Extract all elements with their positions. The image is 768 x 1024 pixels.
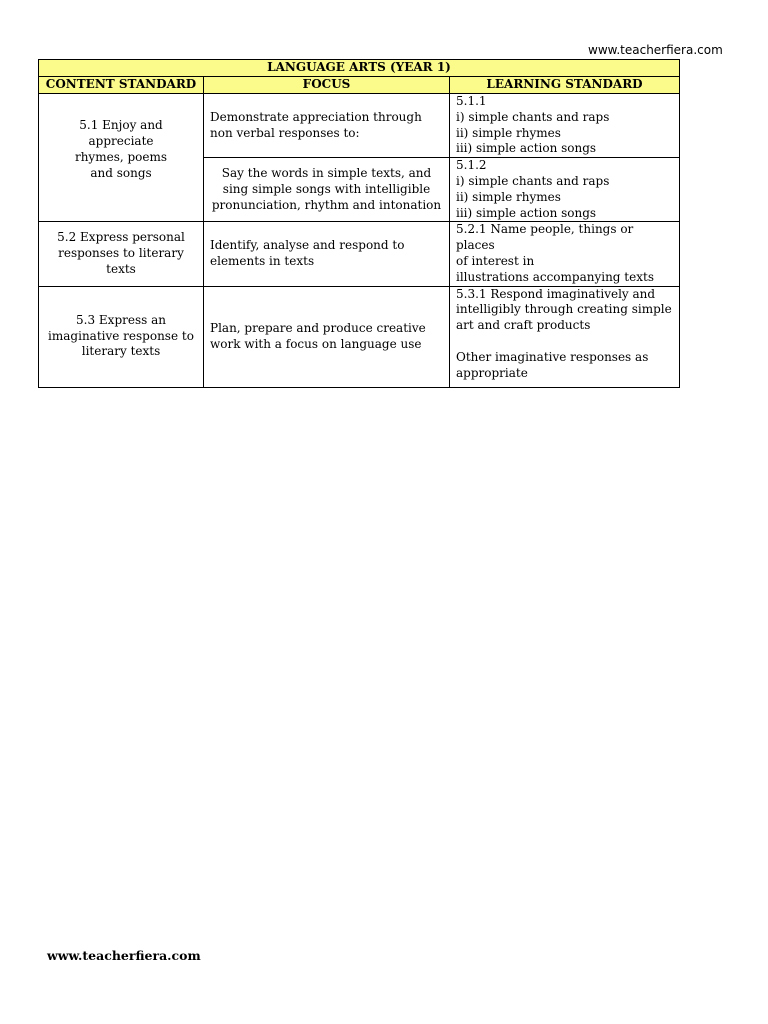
learning-line: 5.1.1 [456,94,487,108]
focus-cell [204,222,450,286]
content-line: imaginative response to [48,328,194,343]
learning-line: illustrations accompanying texts [456,269,654,284]
focus-line: work with a focus on language use [210,336,422,351]
content-line: 5.3 Express an [76,312,166,327]
focus-line: Say the words in simple texts, and [221,166,432,181]
learning-line: 5.3.1 Respond imaginatively and [456,286,656,301]
header-learning-standard: LEARNING STANDARD [450,77,680,94]
focus-line: sing simple songs with intelligible [222,181,431,196]
content-line: 5.1 Enjoy and appreciate [79,118,163,148]
content-line: 5.2 Express personal [57,230,185,245]
table-row [39,222,680,286]
footer-website-url: www.teacherfiera.com [47,948,201,963]
language-arts-table [38,59,680,388]
focus-line: elements in texts [210,253,315,268]
focus-line: Demonstrate appreciation through [210,109,422,124]
header-focus: FOCUS [204,77,450,94]
header-content-standard: CONTENT STANDARD [39,77,204,94]
content-standard-cell [39,94,204,222]
learning-line: of interest in [456,253,535,268]
learning-line: ii) simple rhymes [456,125,561,140]
focus-line: non verbal responses to: [210,125,360,140]
content-standard-cell [39,286,204,387]
learning-standard-cell [450,94,680,158]
focus-line: Plan, prepare and produce creative [210,320,426,335]
learning-line: art and craft products [456,318,591,333]
table-row [39,286,680,387]
content-standard-cell [39,222,204,286]
content-line: literary texts [81,344,161,359]
learning-line: Other imaginative responses as [456,349,649,364]
focus-line: Identify, analyse and respond to [210,238,405,253]
table-title-row [39,60,680,77]
focus-cell [204,158,450,222]
learning-line: 5.1.2 [456,158,487,173]
content-line: rhymes, poems [74,149,168,164]
content-line: responses to literary [58,246,184,261]
content-line: and songs [90,165,152,180]
learning-line: i) simple chants and raps [456,109,610,124]
focus-cell [204,94,450,158]
learning-line: i) simple chants and raps [456,173,610,188]
learning-line: appropriate [456,365,528,380]
content-line: texts [106,261,136,276]
learning-line: ii) simple rhymes [456,189,561,204]
focus-line: pronunciation, rhythm and intonation [211,197,442,212]
table-header-row [39,77,680,94]
header-website-url: www.teacherfiera.com [588,43,723,57]
learning-line: iii) simple action songs [456,141,597,156]
learning-line: iii) simple action songs [456,205,597,220]
learning-standard-cell [450,158,680,222]
learning-standard-cell [450,222,680,286]
focus-cell [204,286,450,387]
learning-line: intelligibly through creating simple [456,302,672,317]
learning-line: 5.2.1 Name people, things or places [456,222,634,253]
table-title: LANGUAGE ARTS (YEAR 1) [39,60,680,77]
learning-standard-cell [450,286,680,387]
table-row [39,94,680,158]
